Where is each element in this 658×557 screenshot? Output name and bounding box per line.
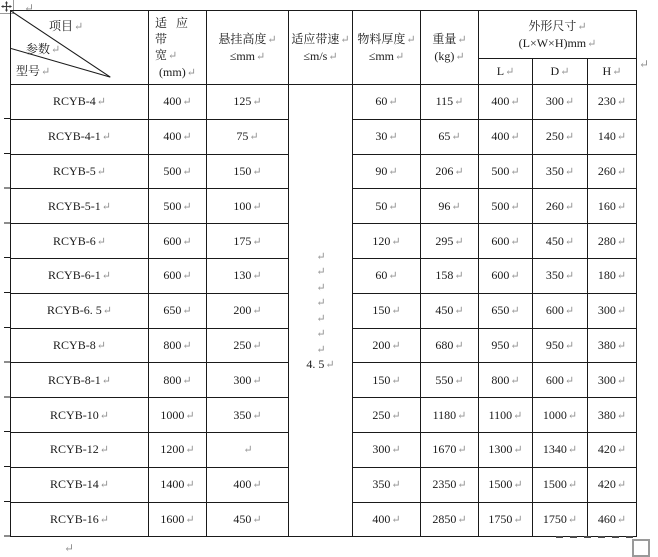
- header-dim-d[interactable]: D↵: [533, 59, 588, 85]
- header-belt-speed[interactable]: [289, 11, 353, 85]
- cell-weight[interactable]: 158↵: [421, 258, 479, 293]
- empty-paragraph: ↵: [316, 250, 326, 263]
- cell-bandwidth[interactable]: 1600↵: [149, 502, 207, 537]
- cell-thickness[interactable]: 150↵: [353, 293, 421, 328]
- cell-dim-h[interactable]: 380↵: [588, 328, 637, 363]
- header-dim-l[interactable]: L↵: [479, 59, 533, 85]
- cell-dim-d[interactable]: 260↵: [533, 189, 588, 224]
- cell-height[interactable]: 450↵: [207, 502, 289, 537]
- cell-bandwidth[interactable]: 500↵: [149, 154, 207, 189]
- cell-weight[interactable]: 1180↵: [421, 398, 479, 433]
- cell-model[interactable]: RCYB-12↵: [11, 432, 149, 467]
- cell-weight[interactable]: 450↵: [421, 293, 479, 328]
- cell-height[interactable]: 400↵: [207, 467, 289, 502]
- cell-dim-l[interactable]: 600↵: [479, 258, 533, 293]
- cell-bandwidth[interactable]: 400↵: [149, 85, 207, 120]
- belt-speed-value: 4. 5↵: [306, 357, 335, 372]
- cell-weight[interactable]: 115↵: [421, 85, 479, 120]
- cell-dim-h[interactable]: 230↵: [588, 85, 637, 120]
- empty-paragraph: ↵: [316, 343, 326, 356]
- cell-bandwidth[interactable]: 500↵: [149, 189, 207, 224]
- cell-dim-d[interactable]: 1500↵: [533, 467, 588, 502]
- empty-paragraph: ↵: [316, 297, 326, 310]
- cell-height[interactable]: 350↵: [207, 398, 289, 433]
- cell-dim-d[interactable]: 950↵: [533, 328, 588, 363]
- empty-paragraph: ↵: [316, 328, 326, 341]
- table-row: [11, 85, 637, 120]
- header-line: ≤mm↵: [229, 48, 266, 63]
- cell-thickness[interactable]: 60↵: [353, 258, 421, 293]
- cell-thickness[interactable]: 300↵: [353, 432, 421, 467]
- cell-dim-d[interactable]: 300↵: [533, 85, 588, 120]
- cell-bandwidth[interactable]: 600↵: [149, 258, 207, 293]
- cell-weight[interactable]: 680↵: [421, 328, 479, 363]
- header-model-label: 型号↵: [16, 64, 51, 78]
- cell-dim-d[interactable]: 1000↵: [533, 398, 588, 433]
- cell-dim-h[interactable]: 160↵: [588, 189, 637, 224]
- cell-height[interactable]: 300↵: [207, 363, 289, 398]
- empty-paragraph: ↵: [316, 312, 326, 325]
- header-line: 物料厚度↵: [357, 31, 416, 46]
- row-gridline-ticks: [4, 118, 11, 538]
- header-line: 适 应 带: [155, 15, 189, 46]
- header-line: ≤mm↵: [368, 48, 405, 63]
- cell-dim-h[interactable]: 380↵: [588, 398, 637, 433]
- cell-thickness[interactable]: 30↵: [353, 119, 421, 154]
- header-belt-width[interactable]: [149, 11, 207, 85]
- header-line: (mm)↵: [159, 64, 196, 79]
- header-line: ≤m/s↵: [303, 48, 338, 63]
- cell-weight[interactable]: 295↵: [421, 224, 479, 259]
- cell-height[interactable]: 150↵: [207, 154, 289, 189]
- cell-dim-d[interactable]: 350↵: [533, 258, 588, 293]
- cell-dim-l[interactable]: 500↵: [479, 189, 533, 224]
- cell-dim-h[interactable]: 300↵: [588, 293, 637, 328]
- cell-dim-l[interactable]: 1300↵: [479, 432, 533, 467]
- cell-thickness[interactable]: 60↵: [353, 85, 421, 120]
- cell-weight[interactable]: 550↵: [421, 363, 479, 398]
- cell-thickness[interactable]: 50↵: [353, 189, 421, 224]
- header-diagonal[interactable]: [11, 11, 149, 85]
- header-line: (L×W×H)mm↵: [518, 35, 597, 50]
- cell-bandwidth[interactable]: 1200↵: [149, 432, 207, 467]
- cell-height[interactable]: 130↵: [207, 258, 289, 293]
- table-resize-handle[interactable]: [632, 539, 650, 557]
- cell-thickness[interactable]: 200↵: [353, 328, 421, 363]
- cell-model[interactable]: RCYB-6-1↵: [11, 258, 149, 293]
- cell-weight[interactable]: 65↵: [421, 119, 479, 154]
- table-resize-guide: [556, 536, 636, 538]
- cell-dim-d[interactable]: 350↵: [533, 154, 588, 189]
- cell-dim-l[interactable]: 1500↵: [479, 467, 533, 502]
- cell-height[interactable]: 175↵: [207, 224, 289, 259]
- cell-weight[interactable]: 2350↵: [421, 467, 479, 502]
- cell-bandwidth[interactable]: 800↵: [149, 363, 207, 398]
- paragraph-mark: ↵: [64, 541, 75, 555]
- cell-dim-h[interactable]: 420↵: [588, 432, 637, 467]
- cell-dim-h[interactable]: 260↵: [588, 154, 637, 189]
- cell-belt-speed[interactable]: [289, 85, 353, 537]
- cell-model[interactable]: RCYB-5↵: [11, 154, 149, 189]
- cell-thickness[interactable]: 350↵: [353, 467, 421, 502]
- cell-model[interactable]: RCYB-4↵: [11, 85, 149, 120]
- cell-thickness[interactable]: 250↵: [353, 398, 421, 433]
- cell-dim-h[interactable]: 300↵: [588, 363, 637, 398]
- header-dim-h[interactable]: H↵: [588, 59, 637, 85]
- header-line: (kg)↵: [434, 48, 465, 63]
- cell-dim-h[interactable]: 460↵: [588, 502, 637, 537]
- cell-dim-l[interactable]: 1100↵: [479, 398, 533, 433]
- cell-dim-l[interactable]: 600↵: [479, 224, 533, 259]
- cell-dim-d[interactable]: 250↵: [533, 119, 588, 154]
- cell-dim-d[interactable]: 1750↵: [533, 502, 588, 537]
- cell-model[interactable]: RCYB-8↵: [11, 328, 149, 363]
- cell-weight[interactable]: 206↵: [421, 154, 479, 189]
- cell-model[interactable]: RCYB-5-1↵: [11, 189, 149, 224]
- cell-dim-l[interactable]: 400↵: [479, 119, 533, 154]
- cell-dim-h[interactable]: 140↵: [588, 119, 637, 154]
- header-line: 外形尺寸↵: [528, 18, 587, 33]
- cell-model[interactable]: RCYB-8-1↵: [11, 363, 149, 398]
- cell-dim-d[interactable]: 450↵: [533, 224, 588, 259]
- header-line: 宽↵: [155, 47, 178, 62]
- cell-thickness[interactable]: 400↵: [353, 502, 421, 537]
- cell-dim-h[interactable]: 180↵: [588, 258, 637, 293]
- cell-height[interactable]: 125↵: [207, 85, 289, 120]
- cell-dim-d[interactable]: 600↵: [533, 293, 588, 328]
- cell-dim-d[interactable]: 600↵: [533, 363, 588, 398]
- cell-dim-l[interactable]: 800↵: [479, 363, 533, 398]
- paragraph-mark: ↵: [24, 1, 35, 15]
- cell-dim-d[interactable]: 1340↵: [533, 432, 588, 467]
- cell-bandwidth[interactable]: 650↵: [149, 293, 207, 328]
- cell-model[interactable]: RCYB-4-1↵: [11, 119, 149, 154]
- cell-dim-l[interactable]: 1750↵: [479, 502, 533, 537]
- cell-dim-h[interactable]: 420↵: [588, 467, 637, 502]
- cell-dim-l[interactable]: 950↵: [479, 328, 533, 363]
- cell-bandwidth[interactable]: 800↵: [149, 328, 207, 363]
- spec-table: [10, 10, 637, 537]
- cell-dim-l[interactable]: 400↵: [479, 85, 533, 120]
- header-line: 悬挂高度↵: [218, 31, 277, 46]
- cell-weight[interactable]: 1670↵: [421, 432, 479, 467]
- cell-bandwidth[interactable]: 600↵: [149, 224, 207, 259]
- header-dimensions[interactable]: [479, 11, 637, 59]
- cell-thickness[interactable]: 120↵: [353, 224, 421, 259]
- cell-height[interactable]: 75↵: [207, 119, 289, 154]
- cell-weight[interactable]: 2850↵: [421, 502, 479, 537]
- cell-thickness[interactable]: 90↵: [353, 154, 421, 189]
- empty-paragraph: ↵: [316, 281, 326, 294]
- cell-dim-l[interactable]: 500↵: [479, 154, 533, 189]
- cell-height[interactable]: ↵: [207, 432, 289, 467]
- cell-model[interactable]: RCYB-14↵: [11, 467, 149, 502]
- cell-height[interactable]: 200↵: [207, 293, 289, 328]
- cell-weight[interactable]: 96↵: [421, 189, 479, 224]
- header-weight[interactable]: [421, 11, 479, 85]
- cell-height[interactable]: 100↵: [207, 189, 289, 224]
- empty-paragraph: ↵: [316, 266, 326, 279]
- header-line: 适应带速↵: [291, 31, 350, 46]
- header-suspension-height[interactable]: [207, 11, 289, 85]
- cell-height[interactable]: 250↵: [207, 328, 289, 363]
- header-line: 重量↵: [432, 31, 467, 46]
- cell-dim-h[interactable]: 280↵: [588, 224, 637, 259]
- header-material-thickness[interactable]: [353, 11, 421, 85]
- cell-bandwidth[interactable]: 1000↵: [149, 398, 207, 433]
- header-item-label: 项目↵: [49, 19, 84, 33]
- cell-bandwidth[interactable]: 1400↵: [149, 467, 207, 502]
- header-row-main: [11, 11, 637, 59]
- cell-model[interactable]: RCYB-16↵: [11, 502, 149, 537]
- cell-model[interactable]: RCYB-6. 5↵: [11, 293, 149, 328]
- cell-thickness[interactable]: 150↵: [353, 363, 421, 398]
- cell-model[interactable]: RCYB-6↵: [11, 224, 149, 259]
- end-of-row-mark: ↵: [639, 57, 650, 71]
- cell-dim-l[interactable]: 650↵: [479, 293, 533, 328]
- cell-model[interactable]: RCYB-10↵: [11, 398, 149, 433]
- header-parameter-label: 参数↵: [26, 42, 61, 56]
- cell-bandwidth[interactable]: 400↵: [149, 119, 207, 154]
